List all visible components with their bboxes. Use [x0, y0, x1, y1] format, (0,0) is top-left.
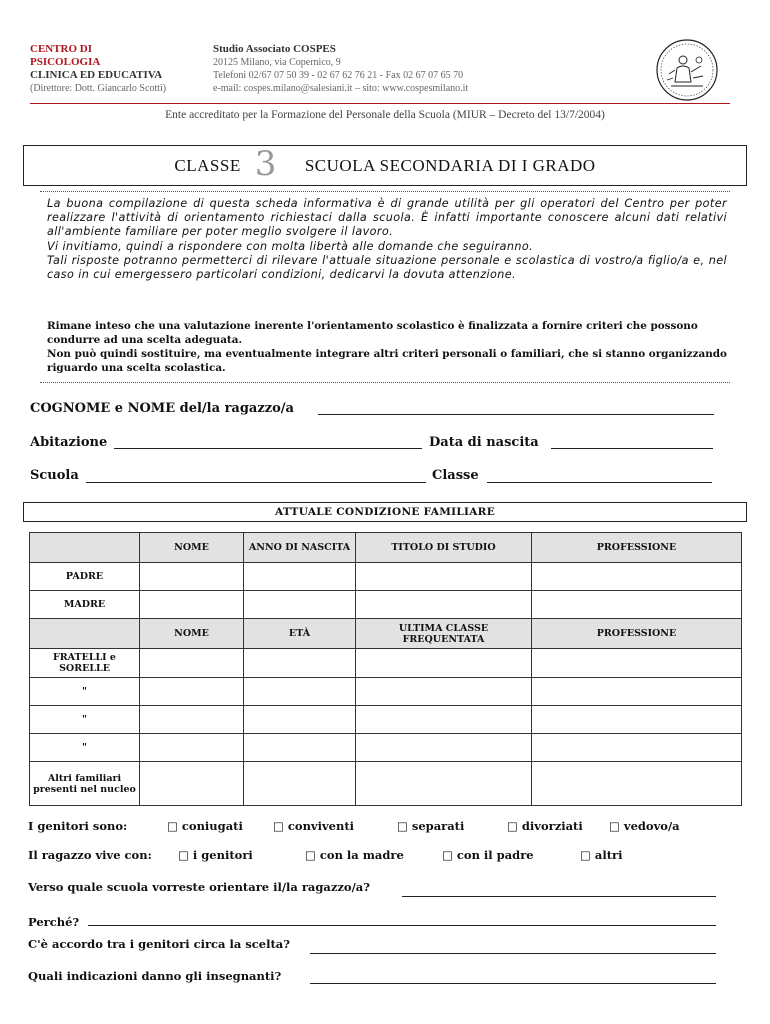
title-class-label: CLASSE	[174, 155, 241, 175]
table-cell[interactable]	[532, 591, 742, 619]
table-cell[interactable]	[356, 762, 532, 806]
option-padre[interactable]	[442, 848, 534, 862]
option-vedovo[interactable]	[609, 819, 680, 833]
table-cell[interactable]	[532, 734, 742, 762]
title-school-level: SCUOLA SECONDARIA DI I GRADO	[304, 155, 596, 175]
table-row	[30, 678, 742, 706]
answer-teachers-field[interactable]	[310, 983, 716, 984]
question-school: Verso quale scuola vorreste orientare il/la ragazzo/a?	[28, 880, 370, 894]
row-label: "	[30, 678, 140, 706]
table-row	[30, 706, 742, 734]
option-divorziati[interactable]	[507, 819, 583, 833]
table-cell[interactable]	[532, 762, 742, 806]
table-row	[30, 649, 742, 678]
address-label: Abitazione	[30, 435, 108, 450]
table-row	[30, 734, 742, 762]
org-director: (Direttore: Dott. Giancarlo Scotti)	[30, 83, 167, 94]
checkbox-icon[interactable]: □	[178, 848, 189, 862]
studio-block	[213, 43, 468, 95]
checkbox-icon[interactable]: □	[507, 819, 518, 833]
table-cell[interactable]	[356, 563, 532, 591]
table-cell[interactable]	[140, 649, 244, 678]
intro-paragraph-1: La buona compilazione di questa scheda informativa è di grande utilità per gli operatori del Centro per poter realizzare l'attività di orientamento richiestaci dalla scuola. È infatti importante conoscere alcuni dati relativi all'ambiente familiare per poter meglio svolgere il lavoro.	[47, 197, 727, 239]
title-class-number: 3	[254, 143, 277, 184]
class-label: Classe	[432, 468, 479, 483]
header-empty	[30, 533, 140, 563]
option-label: con la madre	[319, 848, 404, 862]
table-cell[interactable]	[244, 706, 356, 734]
form-title	[23, 145, 747, 186]
table-cell[interactable]	[532, 678, 742, 706]
option-label: i genitori	[192, 848, 253, 862]
header-empty	[30, 619, 140, 649]
studio-phones: Telefoni 02/67 07 50 39 - 02 67 62 76 21 - Fax 02 67 07 65 70	[213, 70, 464, 81]
checkbox-icon[interactable]: □	[167, 819, 178, 833]
row-label: Altri familiari presenti nel nucleo	[30, 762, 140, 806]
table-header-row	[30, 533, 742, 563]
checkbox-icon[interactable]: □	[273, 819, 284, 833]
table-cell[interactable]	[244, 563, 356, 591]
table-cell[interactable]	[532, 706, 742, 734]
answer-school-field[interactable]	[402, 896, 716, 897]
option-label: vedovo/a	[623, 819, 680, 833]
divider-top	[40, 191, 730, 192]
section-family-title: ATTUALE CONDIZIONE FAMILIARE	[23, 502, 747, 522]
row-label: "	[30, 734, 140, 762]
answer-agreement-field[interactable]	[310, 953, 716, 954]
option-conviventi[interactable]	[273, 819, 354, 833]
option-genitori[interactable]	[178, 848, 253, 862]
checkbox-icon[interactable]: □	[442, 848, 453, 862]
school-field[interactable]	[86, 482, 426, 483]
table-header-row	[30, 619, 742, 649]
header-rule	[30, 103, 730, 104]
option-altri[interactable]	[580, 848, 622, 862]
intro-note	[47, 319, 727, 375]
table-cell[interactable]	[244, 678, 356, 706]
table-cell[interactable]	[140, 591, 244, 619]
name-field[interactable]	[318, 414, 714, 415]
table-cell[interactable]	[532, 563, 742, 591]
table-cell[interactable]	[140, 706, 244, 734]
birthdate-field[interactable]	[551, 448, 713, 449]
birthdate-label: Data di nascita	[429, 435, 539, 450]
org-line-1: CENTRO DI	[30, 43, 93, 55]
intro-paragraph-3: Tali risposte potranno permetterci di rilevare l'attuale situazione personale e scolastica di vostro/a figlio/a e, nel caso in cui emergessero particolari condizioni, dedicarvi la dovuta attenzione.	[47, 253, 727, 282]
table-cell[interactable]	[140, 734, 244, 762]
question-why: Perché?	[28, 915, 80, 929]
option-label: altri	[594, 848, 623, 862]
accreditation-text: Ente accreditato per la Formazione del Personale della Scuola (MIUR – Decreto del 13/7/2004)	[165, 109, 605, 121]
table-row	[30, 762, 742, 806]
table-cell[interactable]	[356, 678, 532, 706]
answer-why-field[interactable]	[88, 925, 716, 926]
checkbox-icon[interactable]: □	[580, 848, 591, 862]
table-cell[interactable]	[532, 649, 742, 678]
logo-seal-icon	[655, 38, 719, 102]
table-cell[interactable]	[356, 706, 532, 734]
checkbox-icon[interactable]: □	[397, 819, 408, 833]
option-coniugati[interactable]	[167, 819, 243, 833]
option-label: divorziati	[521, 819, 583, 833]
table-cell[interactable]	[244, 591, 356, 619]
option-label: separati	[411, 819, 465, 833]
address-field[interactable]	[114, 448, 422, 449]
row-label: PADRE	[30, 563, 140, 591]
name-label: COGNOME e NOME del/la ragazzo/a	[30, 401, 294, 416]
question-agreement: C'è accordo tra i genitori circa la scelta?	[28, 937, 290, 951]
class-field[interactable]	[487, 482, 712, 483]
header-cell: PROFESSIONE	[532, 533, 742, 563]
studio-name: Studio Associato COSPES	[213, 43, 336, 55]
option-madre[interactable]	[305, 848, 404, 862]
org-line-2: PSICOLOGIA	[30, 56, 101, 68]
intro-text	[47, 197, 727, 282]
option-label: con il padre	[456, 848, 534, 862]
checkbox-icon[interactable]: □	[305, 848, 316, 862]
table-cell[interactable]	[244, 762, 356, 806]
header-cell: NOME	[140, 619, 244, 649]
header-cell: PROFESSIONE	[532, 619, 742, 649]
table-cell[interactable]	[140, 762, 244, 806]
question-teachers: Quali indicazioni danno gli insegnanti?	[28, 969, 282, 983]
parents-status-label: I genitori sono:	[28, 819, 128, 833]
note-paragraph-2: Non può quindi sostituire, ma eventualmente integrare altri criteri personali o familiari, che si stanno organizzando riguardo una scelta scolastica.	[47, 348, 727, 374]
intro-paragraph-2: Vi invitiamo, quindi a rispondere con molta libertà alle domande che seguiranno.	[47, 239, 534, 253]
table-cell[interactable]	[356, 734, 532, 762]
table-cell[interactable]	[140, 563, 244, 591]
table-cell[interactable]	[356, 649, 532, 678]
header-cell: NOME	[140, 533, 244, 563]
table-cell[interactable]	[140, 678, 244, 706]
table-row	[30, 563, 742, 591]
table-cell[interactable]	[244, 649, 356, 678]
option-separati[interactable]	[397, 819, 464, 833]
studio-address: 20125 Milano, via Copernico, 9	[213, 57, 341, 68]
header-cell: ETÀ	[244, 619, 356, 649]
row-label: "	[30, 706, 140, 734]
table-row	[30, 591, 742, 619]
org-line-3: CLINICA ED EDUCATIVA	[30, 69, 163, 81]
note-paragraph-1: Rimane inteso che una valutazione inerente l'orientamento scolastico è finalizzata a fornire criteri che possono condurre ad una scelta adeguata.	[47, 320, 698, 346]
row-label: FRATELLI e SORELLE	[30, 649, 140, 678]
checkbox-icon[interactable]: □	[609, 819, 620, 833]
option-label: coniugati	[181, 819, 243, 833]
row-label: MADRE	[30, 591, 140, 619]
table-cell[interactable]	[244, 734, 356, 762]
header-cell: ULTIMA CLASSE FREQUENTATA	[356, 619, 532, 649]
school-label: Scuola	[30, 468, 79, 483]
header-cell: TITOLO DI STUDIO	[356, 533, 532, 563]
divider-bottom	[40, 382, 730, 383]
studio-email: e-mail: cospes.milano@salesiani.it – sito: www.cospesmilano.it	[213, 83, 469, 94]
lives-with-label: Il ragazzo vive con:	[28, 848, 152, 862]
table-cell[interactable]	[356, 591, 532, 619]
family-table	[29, 532, 742, 806]
header-cell: ANNO DI NASCITA	[244, 533, 356, 563]
option-label: conviventi	[287, 819, 355, 833]
org-block	[30, 43, 166, 95]
